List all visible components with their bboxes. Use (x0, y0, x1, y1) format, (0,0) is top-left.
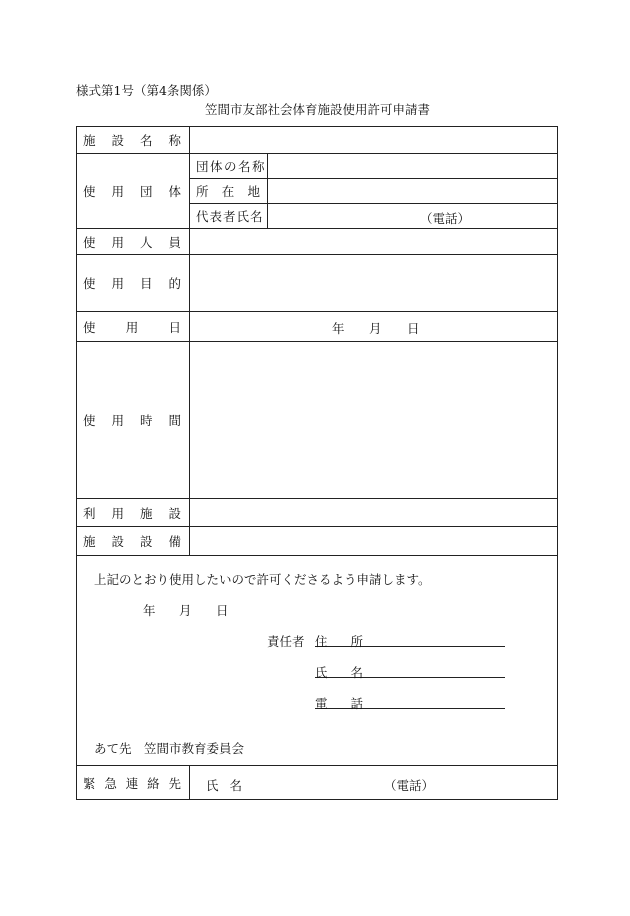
purpose-text: 使 用 目 的 (83, 276, 181, 291)
facility-used-label (77, 499, 190, 527)
responsible-address-label: 住 所 (315, 634, 363, 649)
group-name-text: 団体の名称 (196, 159, 267, 174)
representative-field[interactable] (268, 204, 558, 229)
facility-name-label (77, 127, 190, 154)
facility-name-text: 施 設 名 称 (83, 133, 181, 148)
headcount-field[interactable] (190, 229, 558, 255)
use-date-year: 年 (332, 321, 345, 336)
responsible-address-line[interactable] (315, 632, 505, 647)
headcount-label (77, 229, 190, 255)
responsible-name-label: 氏 名 (315, 665, 363, 680)
use-date-month: 月 (369, 321, 382, 336)
representative-label (190, 204, 268, 229)
responsible-name-line[interactable] (315, 663, 505, 678)
use-time-field[interactable] (190, 342, 558, 499)
facility-used-field[interactable] (190, 499, 558, 527)
use-date-text: 使 用 日 (83, 319, 181, 335)
group-name-label (190, 154, 268, 179)
representative-text: 代表者氏名 (196, 209, 264, 224)
form-title: 笠間市友部社会体育施設使用許可申請書 (205, 102, 431, 117)
purpose-label (77, 255, 190, 312)
use-date-day: 日 (407, 321, 420, 336)
facility-name-field[interactable] (190, 127, 558, 154)
responsible-label: 責任者 (267, 634, 305, 649)
use-date-label (77, 312, 190, 342)
representative-phone-label: （電話） (420, 211, 471, 226)
addressee: あて先 笠間市教育委員会 (94, 741, 245, 756)
using-group-label (77, 154, 190, 229)
application-table (76, 126, 558, 800)
declaration-year: 年 (143, 603, 156, 618)
responsible-phone-label: 電 話 (315, 696, 363, 711)
emergency-name-label: 氏 名 (206, 778, 242, 793)
emergency-label (77, 766, 190, 800)
form-number-label: 様式第1号（第4条関係） (76, 83, 217, 98)
equipment-label (77, 527, 190, 556)
using-group-text: 使 用 団 体 (83, 184, 181, 199)
group-name-field[interactable] (268, 154, 558, 179)
use-time-text: 使 用 時 間 (83, 413, 181, 428)
equipment-field[interactable] (190, 527, 558, 556)
purpose-field[interactable] (190, 255, 558, 312)
emergency-field[interactable] (190, 766, 558, 800)
emergency-phone-label: （電話） (384, 778, 435, 793)
group-address-field[interactable] (268, 179, 558, 204)
equipment-text: 施 設 設 備 (83, 534, 181, 549)
headcount-text: 使 用 人 員 (83, 234, 181, 250)
use-time-label (77, 342, 190, 499)
group-address-label (190, 179, 268, 204)
facility-used-text: 利 用 施 設 (83, 505, 181, 521)
use-date-field[interactable] (190, 312, 558, 342)
declaration-section (77, 556, 558, 766)
declaration-month: 月 (179, 603, 192, 618)
declaration-day: 日 (216, 603, 229, 618)
emergency-text: 緊 急 連 絡 先 (83, 775, 181, 791)
group-address-text: 所 在 地 (196, 184, 260, 199)
declaration-statement: 上記のとおり使用したいので許可くださるよう申請します。 (94, 572, 431, 587)
responsible-phone-line[interactable] (315, 694, 505, 709)
